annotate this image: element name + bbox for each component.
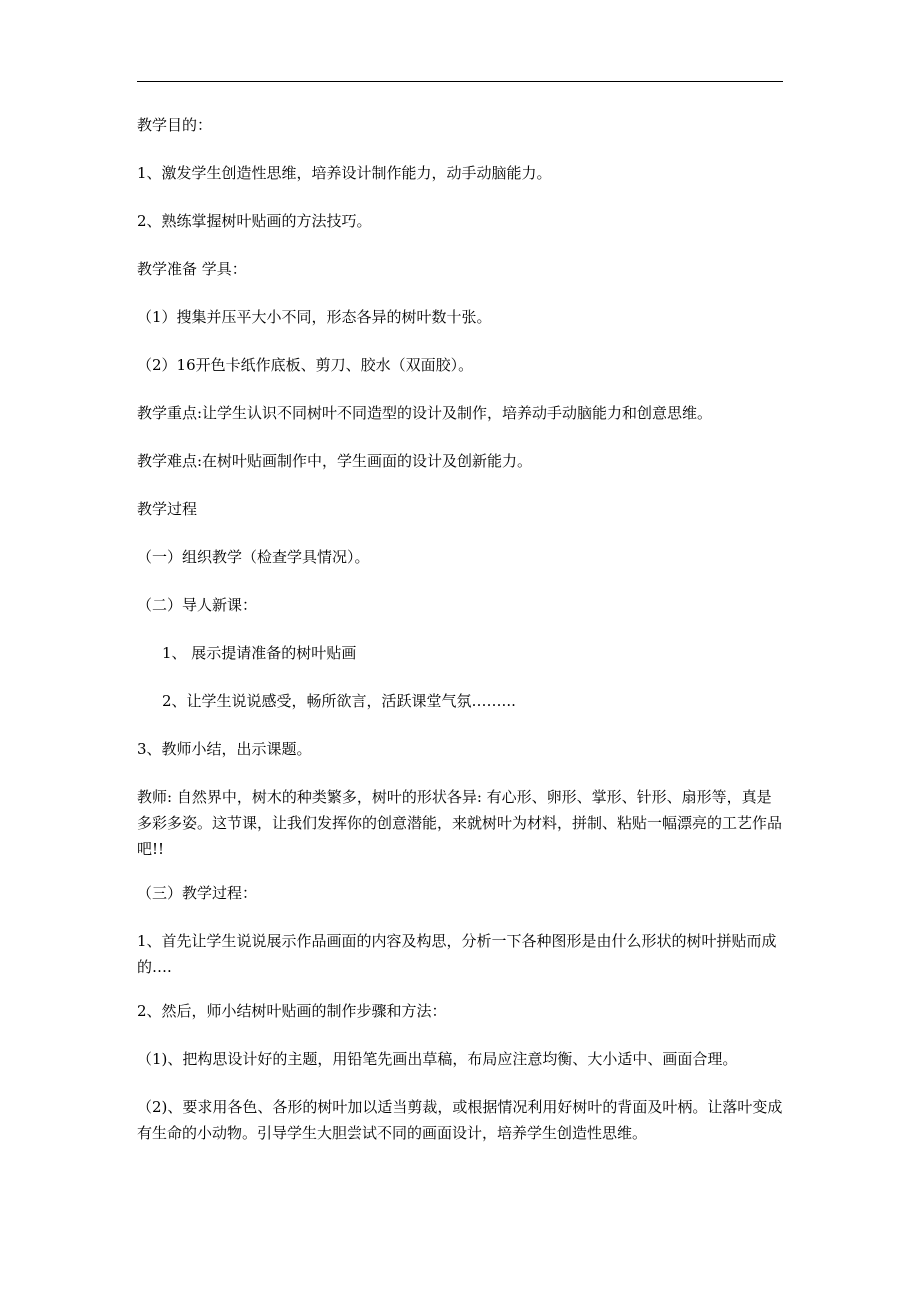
step-3-sub-2: （2)、要求用各色、各形的树叶加以适当剪裁，或根据情况利用好树叶的背面及叶柄。让落叶变成有生命的小动物。引导学生大胆尝试不同的画面设计，培养学生创造性思维。: [137, 1098, 783, 1142]
header-rule: [137, 81, 783, 82]
key-point: 教学重点:让学生认识不同树叶不同造型的设计及制作，培养动手动脑能力和创意思维。: [137, 404, 713, 422]
step-3: （三）教学过程：: [137, 884, 258, 902]
step-2: （二）导人新课：: [137, 596, 258, 614]
step-3-item-2: 2、然后，师小结树叶贴画的制作步骤和方法：: [137, 1002, 447, 1020]
step-2-item-1: 1、 展示提请准备的树叶贴画: [162, 644, 357, 662]
objective-1: 1、激发学生创造性思维，培养设计制作能力，动手动脑能力。: [137, 164, 552, 182]
step-2-item-3: 3、教师小结，出示课题。: [137, 740, 312, 758]
step-2-item-2: 2、让学生说说感受，畅所欲言，活跃课堂气氛……...: [162, 692, 516, 710]
teacher-talk: 教师: 自然界中，树木的种类繁多，树叶的形状各异: 有心形、卵形、掌形、针形、扇形等，真是多彩多姿。这节课，让我们发挥你的创意潜能，来就树叶为材料，拼制、粘贴一幅漂亮的工艺作品吧!!: [137, 788, 783, 858]
difficult-point: 教学难点:在树叶贴画制作中，学生画面的设计及创新能力。: [137, 452, 533, 470]
process-heading: 教学过程: [137, 500, 198, 518]
prep-item-2: （2）16开色卡纸作底板、剪刀、胶水（双面胶）。: [137, 356, 474, 374]
objective-2: 2、熟练掌握树叶贴画的方法技巧。: [137, 212, 372, 230]
step-3-sub-1: （1)、把构思设计好的主题，用铅笔先画出草稿，布局应注意均衡、大小适中、画面合理。: [137, 1050, 738, 1068]
step-1: （一）组织教学（检查学具情况）。: [137, 548, 370, 566]
prep-heading: 教学准备 学具：: [137, 260, 247, 278]
prep-item-1: （1）搜集并压平大小不同，形态各异的树叶数十张。: [137, 308, 492, 326]
step-3-item-1: 1、首先让学生说说展示作品画面的内容及构思，分析一下各种图形是由什么形状的树叶拼贴而成的….: [137, 932, 777, 976]
objectives-heading: 教学目的：: [137, 116, 213, 134]
